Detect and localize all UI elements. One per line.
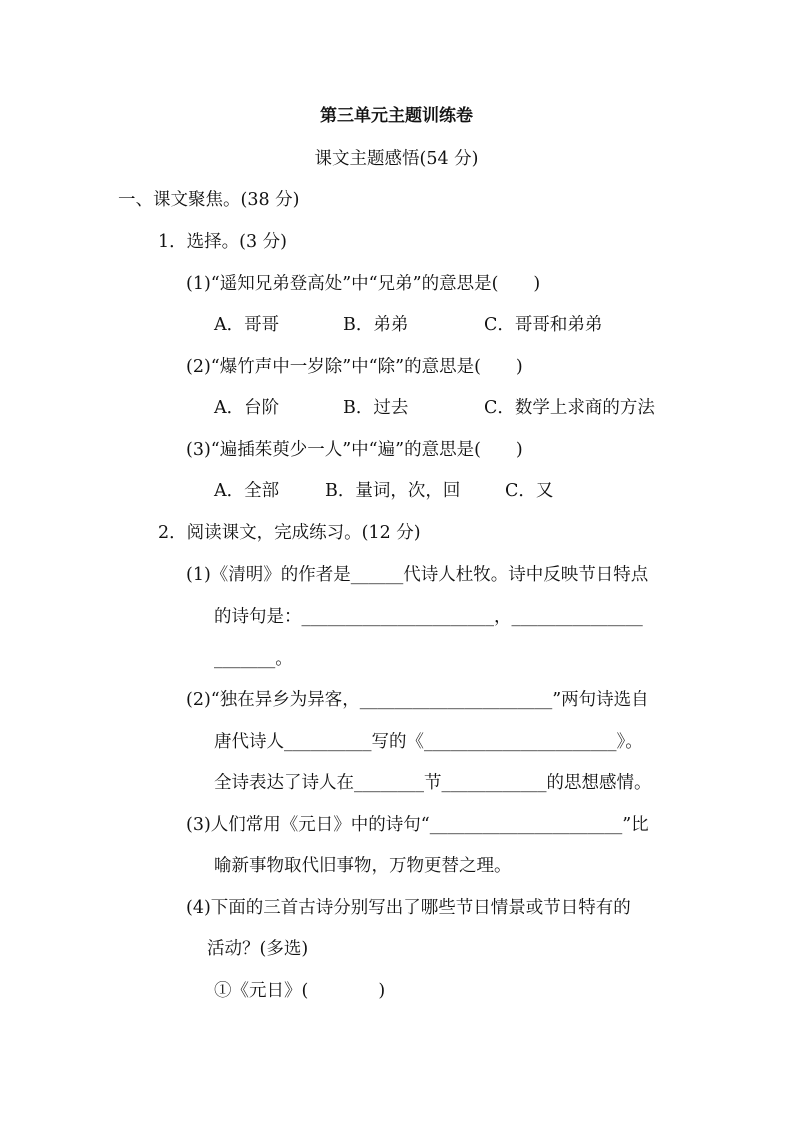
question-1-2-stem: (2)“爆竹声中一岁除”中“除”的意思是( ) [186, 357, 523, 377]
page-title: 第三单元主题训练卷 [320, 106, 473, 126]
question-2-line: (2)“独在异乡为异客，______________________”两句诗选自 [186, 690, 649, 710]
question-2-line: 活动？(多选) [207, 939, 309, 959]
question-2-line: 喻新事物取代旧事物，万物更替之理。 [214, 856, 512, 876]
question-1-heading: 1．选择。(3 分) [158, 232, 287, 252]
option-b: B．过去 [343, 398, 409, 418]
option-a: A．全部 [214, 481, 280, 501]
option-c: C．哥哥和弟弟 [484, 315, 603, 335]
option-a: A．哥哥 [214, 315, 280, 335]
question-1-1-stem: (1)“遥知兄弟登高处”中“兄弟”的意思是( ) [186, 274, 541, 294]
question-1-3-stem: (3)“遍插茱萸少一人”中“遍”的意思是( ) [186, 440, 523, 460]
section-heading: 一、课文聚焦。(38 分) [118, 190, 300, 210]
option-b: B．弟弟 [343, 315, 409, 335]
question-2-line: (1)《清明》的作者是______代诗人杜牧。诗中反映节日特点 [186, 565, 649, 585]
question-2-line: ①《元日》( ) [214, 981, 386, 1001]
page-subtitle: 课文主题感悟(54 分) [314, 149, 479, 169]
option-a: A．台阶 [214, 398, 280, 418]
question-2-line: 唐代诗人__________写的《______________________》。 [214, 732, 643, 752]
option-b: B．量词，次，回 [325, 481, 461, 501]
question-2-line: (3)人们常用《元日》中的诗句“______________________”比 [186, 815, 649, 835]
question-2-line: 全诗表达了诗人在________节____________的思想感情。 [214, 773, 652, 793]
question-2-line: (4)下面的三首古诗分别写出了哪些节日情景或节日特有的 [186, 898, 631, 918]
option-c: C．又 [505, 481, 554, 501]
question-2-heading: 2．阅读课文，完成练习。(12 分) [158, 523, 421, 543]
question-2-line: _______。 [214, 649, 293, 669]
option-c: C．数学上求商的方法 [484, 398, 655, 418]
question-2-line: 的诗句是：______________________，_______________ [214, 607, 643, 627]
